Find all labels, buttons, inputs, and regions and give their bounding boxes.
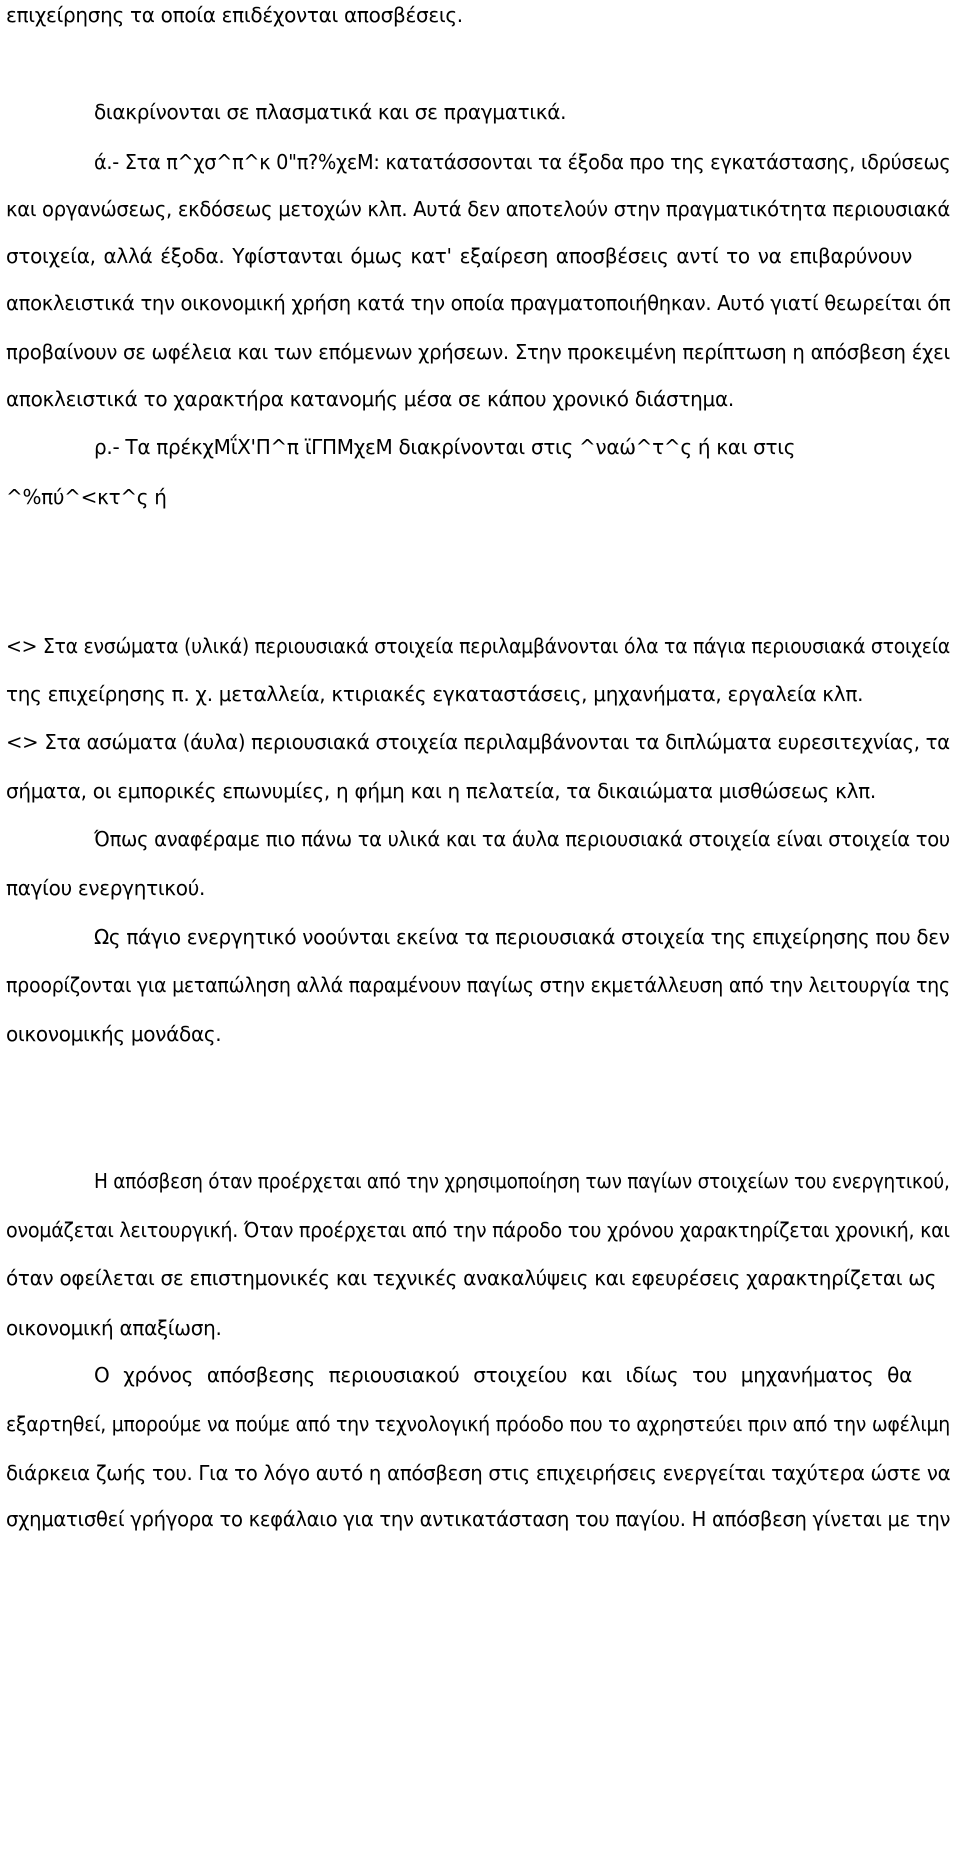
text-line: οικονομική απαξίωση. bbox=[6, 1316, 222, 1340]
text-line: ρ.- Τα πρέκχΜΐΧ'Π^π ϊΓΠΜχεΜ διακρίνονται στις ^ναώ^τ^ς ή και στις bbox=[94, 435, 796, 459]
text-line: Όπως αναφέραμε πιο πάνω τα υλικά και τα άυλα περιουσιακά στοιχεία είναι στοιχεία του bbox=[94, 827, 950, 851]
text-line: όταν οφείλεται σε επιστημονικές και τεχνικές ανακαλύψεις και εφευρέσεις χαρακτηρίζεται ως bbox=[6, 1266, 937, 1290]
text-line: διάρκεια ζωής του. Για το λόγο αυτό η απόσβεση στις επιχειρήσεις ενεργείται ταχύτερα ώστε να bbox=[6, 1461, 951, 1485]
text-line: σχηματισθεί γρήγορα το κεφάλαιο για την αντικατάσταση του παγίου. Η απόσβεση γίνεται με την bbox=[6, 1507, 951, 1531]
text-line: διακρίνονται σε πλασματικά και σε πραγματικά. bbox=[94, 100, 567, 124]
text-line: και οργανώσεως, εκδόσεως μετοχών κλπ. Αυτά δεν αποτελούν στην πραγματικότητα περιουσιακά bbox=[6, 197, 950, 221]
text-line: επιχείρησης τα οποία επιδέχονται αποσβέσεις. bbox=[6, 3, 463, 27]
text-line: Ως πάγιο ενεργητικό νοούνται εκείνα τα περιουσιακά στοιχεία της επιχείρησης που δεν bbox=[94, 925, 950, 949]
text-line: <> Στα ασώματα (άυλα) περιουσιακά στοιχεία περιλαμβάνονται τα διπλώματα ευρεσιτεχνίας, τα bbox=[6, 730, 950, 754]
text-line: Ο χρόνος απόσβεσης περιουσιακού στοιχείου και ιδίως του μηχανήματος θα bbox=[94, 1363, 912, 1387]
text-line: προορίζονται για μεταπώληση αλλά παραμένουν παγίως στην εκμετάλλευση από την λειτουργία της bbox=[6, 973, 950, 997]
text-line: οικονομικής μονάδας. bbox=[6, 1022, 222, 1046]
text-line: της επιχείρησης π. χ. μεταλλεία, κτιριακές εγκαταστάσεις, μηχανήματα, εργαλεία κλπ. bbox=[6, 682, 864, 706]
text-line: Η απόσβεση όταν προέρχεται από την χρησιμοποίηση των παγίων στοιχείων του ενεργητικού, bbox=[94, 1169, 950, 1193]
text-line: εξαρτηθεί, μπορούμε να πούμε από την τεχνολογική πρόοδο που το αχρηστεύει πριν από την ωφέλιμη bbox=[6, 1412, 951, 1436]
text-line: αποκλειστικά την οικονομική χρήση κατά την οποία πραγματοποιήθηκαν. Αυτό γιατί θεωρείται όπ bbox=[6, 291, 951, 315]
text-line: <> Στα ενσώματα (υλικά) περιουσιακά στοιχεία περιλαμβάνονται όλα τα πάγια περιουσιακά στοιχεία bbox=[6, 634, 950, 658]
text-line: αποκλειστικά το χαρακτήρα κατανομής μέσα σε κάπου χρονικό διάστημα. bbox=[6, 387, 734, 411]
text-line: ονομάζεται λειτουργική. Όταν προέρχεται από την πάροδο του χρόνου χαρακτηρίζεται χρονική, και bbox=[6, 1218, 950, 1242]
text-line: σήματα, οι εμπορικές επωνυμίες, η φήμη και η πελατεία, τα δικαιώματα μισθώσεως κλπ. bbox=[6, 779, 876, 803]
text-line: στοιχεία, αλλά έξοδα. Υφίστανται όμως κατ' εξαίρεση αποσβέσεις αντί το να επιβαρύνουν bbox=[6, 244, 912, 268]
text-line: παγίου ενεργητικού. bbox=[6, 876, 206, 900]
text-line: προβαίνουν σε ωφέλεια και των επόμενων χρήσεων. Στην προκειμένη περίπτωση η απόσβεση έχει bbox=[6, 340, 950, 364]
text-line: ά.- Στα π^χσ^π^κ 0"π?%χεΜ: κατατάσσονται τα έξοδα προ της εγκατάστασης, ιδρύσεως bbox=[94, 150, 951, 174]
text-line: ^%πύ^<κτ^ς ή bbox=[6, 485, 167, 509]
